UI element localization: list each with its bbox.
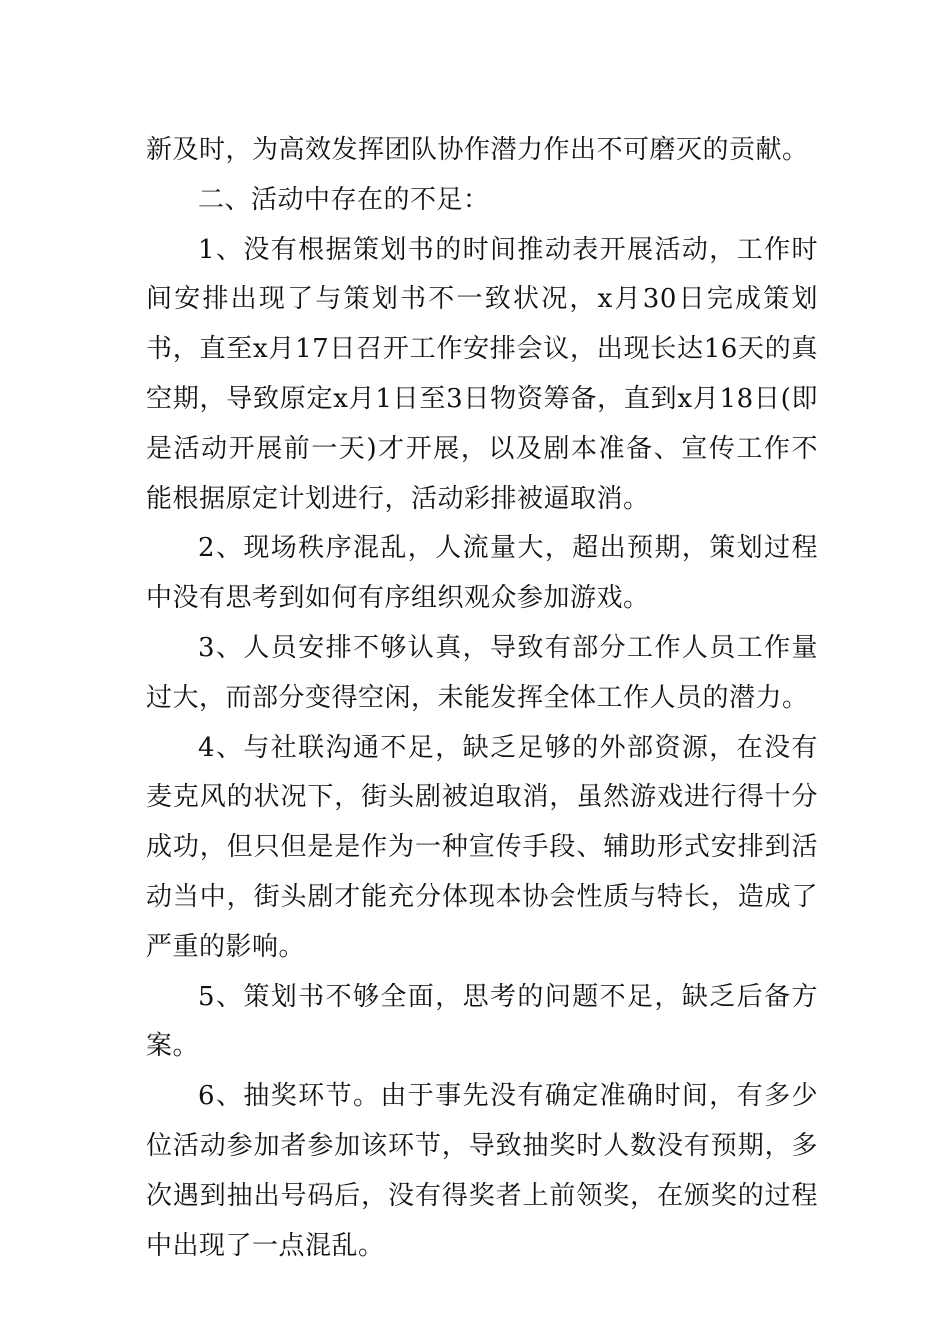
section-heading-shortcomings: 二、活动中存在的不足： (198, 184, 490, 215)
paragraph-item-6: 6、抽奖环节。由于事先没有确定准确时间，有多少位活动参加者参加该环节，导致抽奖时人数没有预期，多次遇到抽出号码后，没有得奖者上前领奖，在颁奖的过程中出现了一点混乱。 (146, 1081, 818, 1261)
paragraph-continuation: 新及时，为高效发挥团队协作潜力作出不可磨灭的贡献。 (146, 135, 809, 165)
paragraph-item-3: 3、人员安排不够认真，导致有部分工作人员工作量过大，而部分变得空闲，未能发挥全体工作人员的潜力。 (146, 632, 818, 713)
paragraph-item-5: 5、策划书不够全面，思考的问题不足，缺乏后备方案。 (146, 981, 818, 1062)
paragraph-item-4: 4、与社联沟通不足，缺乏足够的外部资源，在没有麦克风的状况下，街头剧被迫取消，虽然游戏进行得十分成功，但只但是是作为一种宣传手段、辅助形式安排到活动当中，街头剧才能充分体现本协会性质与特长，造成了严重的影响。 (146, 732, 818, 962)
paragraph-item-2: 2、现场秩序混乱，人流量大，超出预期，策划过程中没有思考到如何有序组织观众参加游戏。 (146, 533, 818, 614)
paragraph-item-1: 1、没有根据策划书的时间推动表开展活动，工作时间安排出现了与策划书不一致状况，x月30日完成策划书，直至x月17日召开工作安排会议，出现长达16天的真空期，导致原定x月1日至3日物资筹备，直到x月18日(即是活动开展前一天)才开展，以及剧本准备、宣传工作不能根据原定计划进行，活动彩排被逼取消。 (146, 234, 818, 514)
document-body (146, 126, 818, 1271)
